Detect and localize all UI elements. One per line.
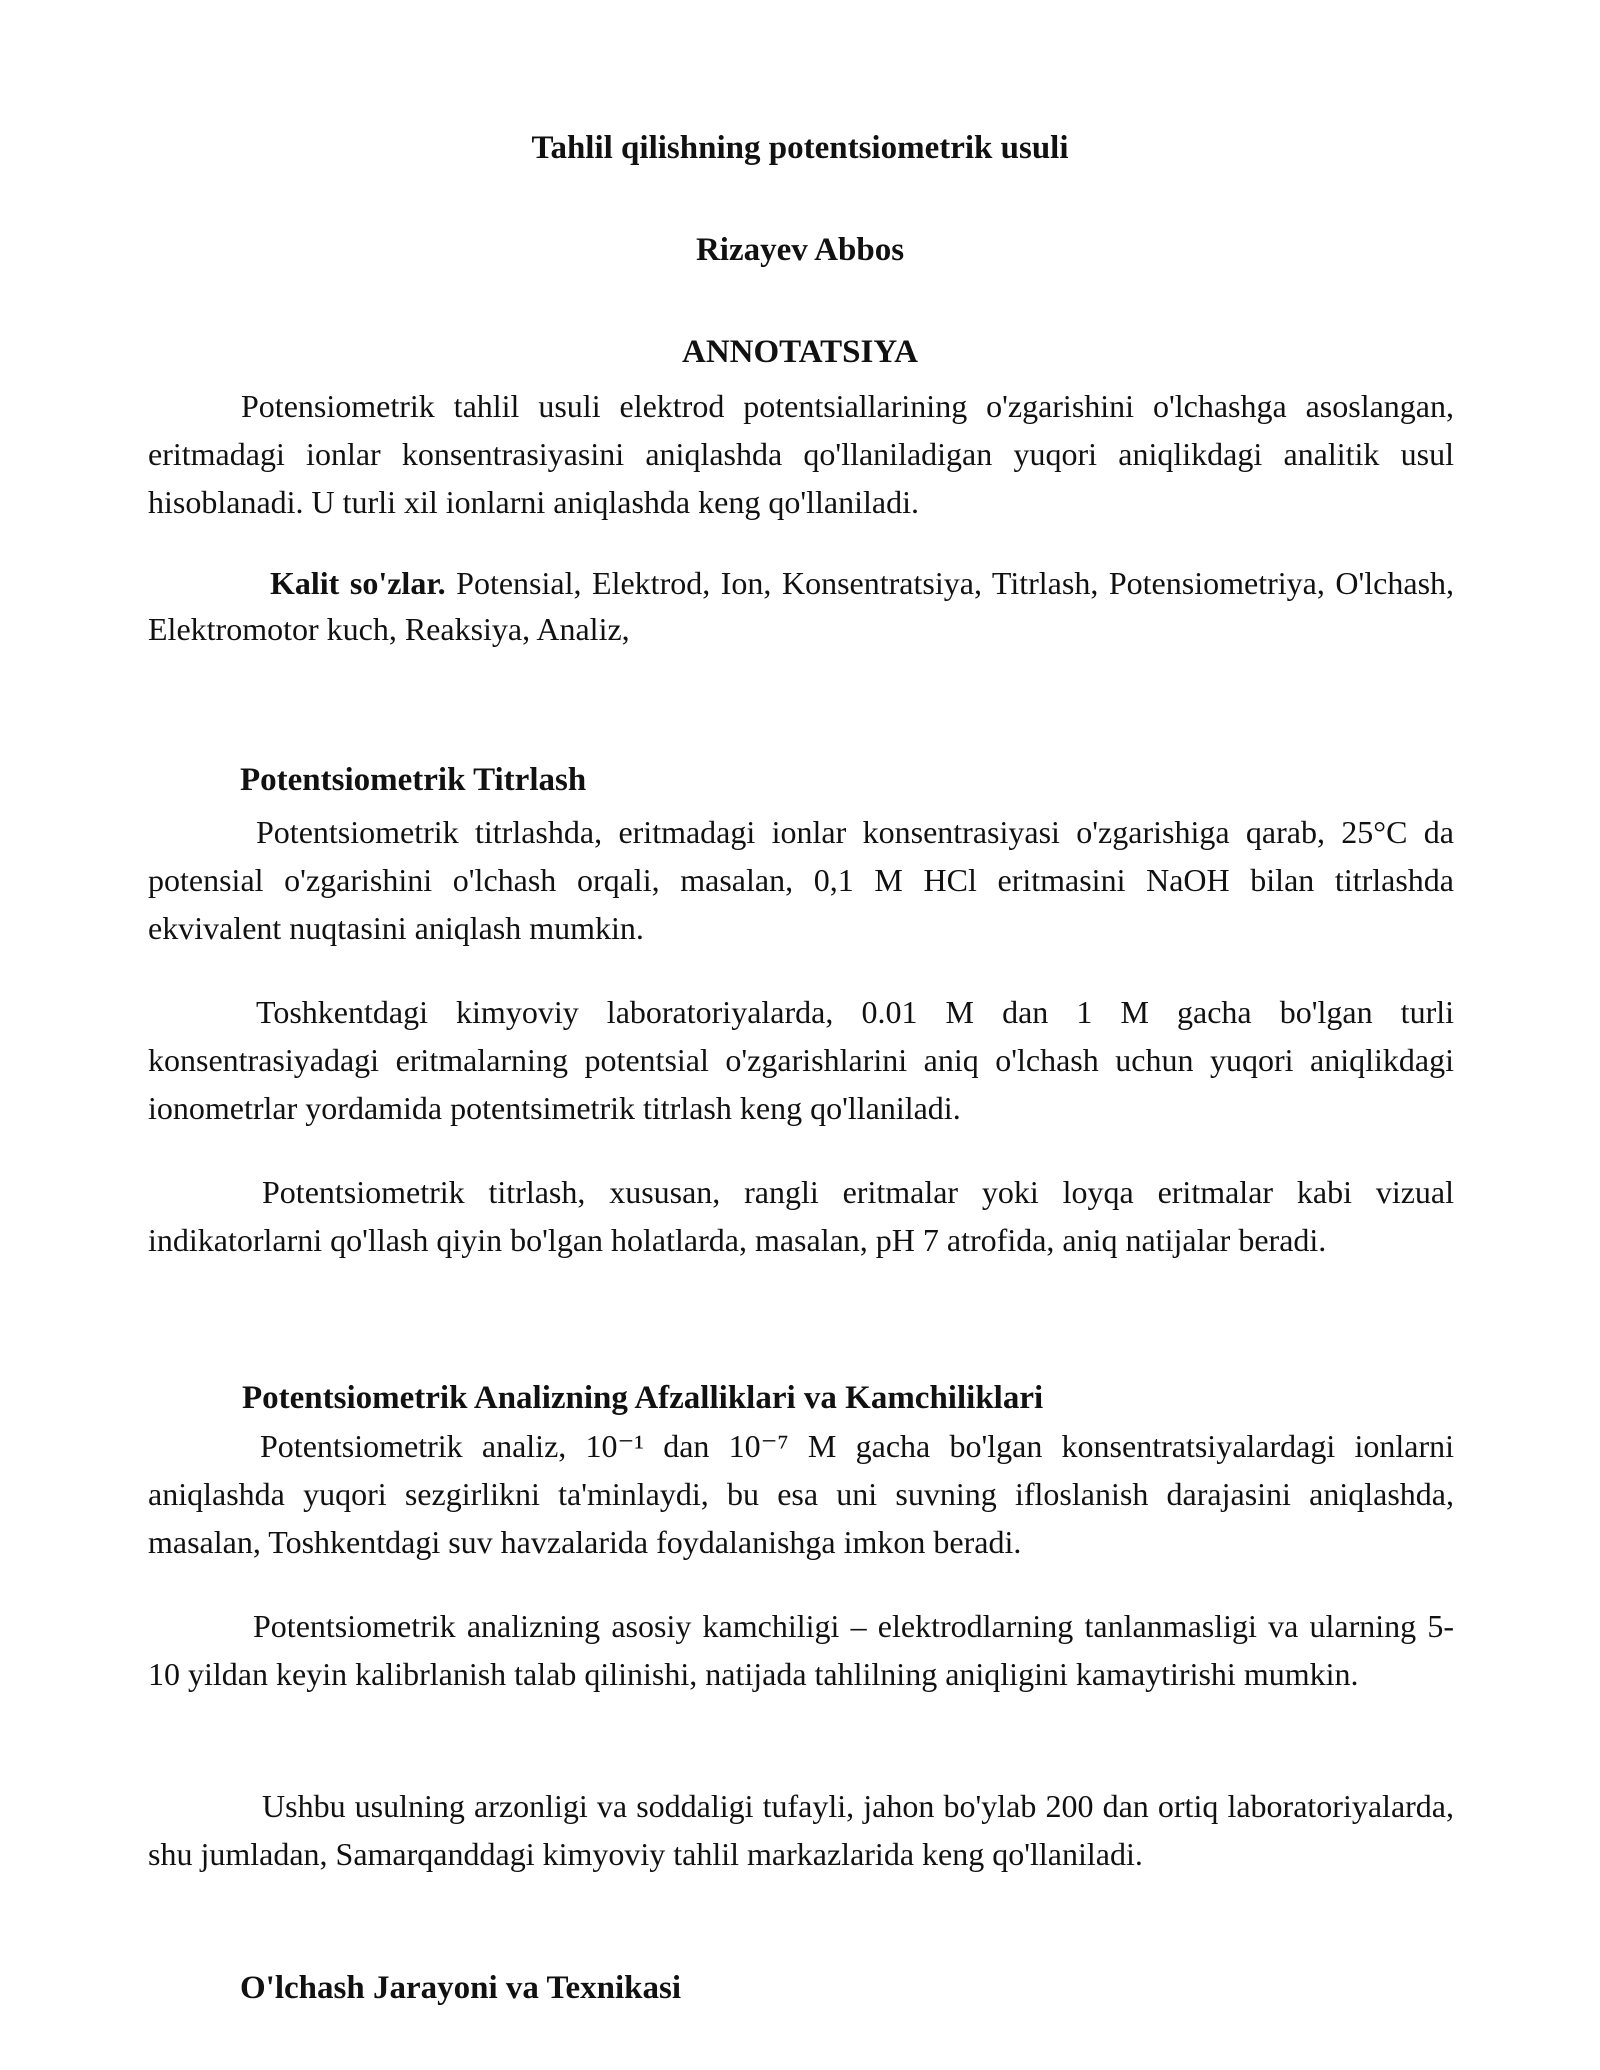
- abstract-heading: ANNOTATSIYA: [682, 334, 918, 370]
- section2-paragraph-1: Potentsiometrik analiz, 10⁻¹ dan 10⁻⁷ M gacha bo'lgan konsentratsiyalardagi ionlarni aniqlashda yuqori sezgirlikni ta'minlaydi, bu esa uni suvning ifloslanish darajasini aniqlashda, masalan, Toshkentdagi suv havzalarida foydalanishga imkon beradi.: [148, 1428, 1454, 1560]
- keywords-paragraph: [148, 560, 1454, 652]
- section1-paragraph-1: Potentsiometrik titrlashda, eritmadagi ionlar konsentrasiyasi o'zgarishiga qarab, 25°C da potensial o'zgarishini o'lchash orqali, masalan, 0,1 M HCl eritmasini NaOH bilan titrlashda ekvivalent nuqtasini aniqlash mumkin.: [148, 814, 1454, 946]
- section1-paragraph-3: Potentsiometrik titrlash, xususan, rangli eritmalar yoki loyqa eritmalar kabi vizual indikatorlarni qo'llash qiyin bo'lgan holatlarda, masalan, pH 7 atrofida, aniq natijalar beradi.: [148, 1174, 1454, 1258]
- section-heading-titrlash: Potentsiometrik Titrlash: [240, 762, 587, 798]
- section2-paragraph-3: Ushbu usulning arzonligi va soddaligi tufayli, jahon bo'ylab 200 dan ortiq laboratoriyalarda, shu jumladan, Samarqanddagi kimyoviy tahlil markazlarida keng qo'llaniladi.: [148, 1788, 1454, 1872]
- document-title: Tahlil qilishning potentsiometrik usuli: [531, 130, 1069, 166]
- section-heading-olchash: O'lchash Jarayoni va Texnikasi: [240, 1970, 682, 2006]
- keywords-label: Kalit so'zlar.: [270, 565, 446, 601]
- keywords-list: Potensial, Elektrod, Ion, Konsentratsiya, Titrlash, Potensiometriya, O'lchash, Elektromotor kuch, Reaksiya, Analiz,: [148, 565, 1455, 647]
- abstract-paragraph: Potensiometrik tahlil usuli elektrod potentsiallarining o'zgarishini o'lchashga asoslangan, eritmadagi ionlar konsentrasiyasini aniqlashda qo'llaniladigan yuqori aniqlikdagi analitik usul hisoblanadi. U turli xil ionlarni aniqlashda keng qo'llaniladi.: [148, 388, 1454, 520]
- section2-paragraph-2: Potentsiometrik analizning asosiy kamchiligi – elektrodlarning tanlanmasligi va ularning 5-10 yildan keyin kalibrlanish talab qilinishi, natijada tahlilning aniqligini kamaytirishi mumkin.: [148, 1608, 1454, 1692]
- section1-paragraph-2: Toshkentdagi kimyoviy laboratoriyalarda, 0.01 M dan 1 M gacha bo'lgan turli konsentrasiyadagi eritmalarning potentsial o'zgarishlarini aniq o'lchash uchun yuqori aniqlikdagi ionometrlar yordamida potentsimetrik titrlash keng qo'llaniladi.: [148, 994, 1454, 1126]
- section-heading-afzalliklar: Potentsiometrik Analizning Afzalliklari va Kamchiliklari: [242, 1380, 1044, 1416]
- document-author: Rizayev Abbos: [695, 232, 905, 268]
